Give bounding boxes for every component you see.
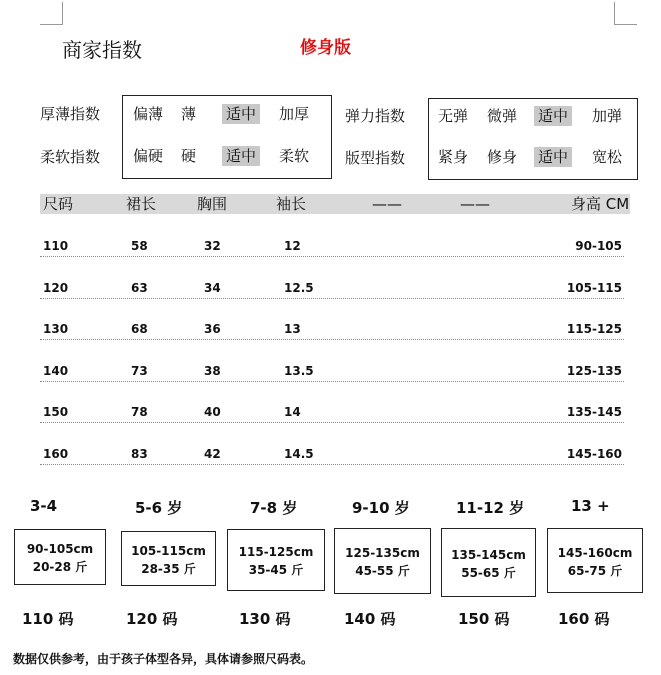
size-table-header-cell: —— (460, 195, 490, 213)
age-label: 7-8 岁 (250, 499, 298, 517)
size-table-cell: 42 (204, 446, 221, 461)
page-title: 商家指数 (62, 38, 142, 62)
size-table-cell: 120 (43, 280, 69, 295)
index-option: 加弹 (592, 107, 623, 125)
size-table-cell: 12 (284, 239, 301, 253)
index-option: 微弹 (487, 107, 518, 125)
size-table-cell: 14.5 (284, 446, 314, 461)
weight-range: 20-28 斤 (32, 560, 88, 574)
index-option: 柔软 (279, 147, 310, 165)
row-divider (40, 256, 624, 257)
height-range: 105-115cm (131, 544, 206, 558)
index-option: 修身 (487, 148, 518, 166)
size-table-cell: 160 (43, 446, 69, 461)
page-corner-mark-left (40, 2, 63, 25)
size-table-cell: 90-105 (575, 239, 622, 253)
size-code: 130 码 (239, 610, 291, 628)
size-table-cell: 12.5 (284, 280, 314, 295)
age-label: 13 + (571, 497, 610, 515)
index-option: 无弹 (438, 107, 469, 125)
height-range: 115-125cm (238, 545, 314, 559)
index-option: 加厚 (279, 105, 310, 123)
height-range: 135-145cm (451, 548, 526, 562)
size-table-cell: 105-115 (566, 280, 622, 295)
size-table-cell: 38 (204, 363, 221, 378)
age-size-box (227, 529, 325, 591)
weight-range: 28-35 斤 (141, 562, 196, 576)
fit-style-label: 修身版 (300, 38, 351, 58)
row-divider (40, 464, 624, 465)
size-table-cell: 125-135 (566, 363, 622, 378)
size-code: 160 码 (558, 610, 610, 628)
index-option-selected: 适中 (222, 104, 260, 124)
size-table-cell: 150 (43, 405, 69, 419)
size-table-cell: 58 (131, 239, 148, 253)
index-option: 硬 (181, 147, 197, 165)
size-table-header-cell: 袖长 (276, 195, 307, 213)
index-option-selected: 适中 (222, 146, 260, 166)
size-table-header-cell: 裙长 (126, 195, 157, 213)
size-table-cell: 140 (43, 363, 69, 378)
age-size-box (547, 528, 643, 593)
size-table-cell: 68 (131, 322, 148, 336)
size-table-cell: 14 (284, 405, 301, 419)
size-table-cell: 145-160 (566, 446, 622, 461)
size-table-cell: 32 (204, 239, 221, 253)
row-divider (40, 298, 624, 299)
row-divider (40, 381, 624, 382)
size-table-cell: 13.5 (284, 363, 314, 378)
index-option: 薄 (181, 105, 197, 123)
page-corner-mark-right (614, 2, 637, 25)
size-table-header-cell: 尺码 (43, 195, 74, 213)
size-table-cell: 40 (204, 405, 221, 419)
footnote: 数据仅供参考，由于孩子体型各异，具体请参照尺码表。 (13, 652, 314, 666)
size-table-cell: 135-145 (566, 405, 622, 419)
row-divider (40, 422, 624, 423)
height-range: 145-160cm (557, 546, 633, 560)
size-code: 150 码 (458, 610, 510, 628)
height-range: 125-135cm (345, 546, 420, 560)
age-size-box (14, 529, 106, 585)
size-code: 140 码 (344, 610, 396, 628)
weight-range: 45-55 斤 (355, 564, 410, 578)
size-table-cell: 73 (131, 363, 148, 378)
size-table-cell: 78 (131, 405, 148, 419)
age-label: 3-4 (30, 497, 58, 515)
index-option: 偏硬 (133, 147, 164, 165)
age-label: 11-12 岁 (456, 499, 525, 517)
index-option-selected: 适中 (534, 106, 572, 126)
thickness-index-label: 厚薄指数 (40, 105, 101, 123)
age-label: 5-6 岁 (135, 499, 183, 517)
row-divider (40, 339, 624, 340)
size-table-header-cell: 胸围 (197, 195, 228, 213)
height-range: 90-105cm (26, 542, 94, 556)
size-table-header-cell: —— (372, 195, 402, 213)
weight-range: 65-75 斤 (567, 564, 623, 578)
weight-range: 35-45 斤 (248, 563, 304, 577)
size-table-cell: 83 (131, 446, 148, 461)
size-table-cell: 34 (204, 280, 221, 295)
size-table-cell: 110 (43, 239, 69, 253)
size-table-cell: 130 (43, 322, 69, 336)
index-option: 宽松 (592, 148, 623, 166)
index-option-selected: 适中 (534, 147, 572, 167)
size-table-cell: 115-125 (566, 322, 622, 336)
age-size-box (441, 528, 536, 597)
age-size-box (121, 531, 216, 586)
softness-index-label: 柔软指数 (40, 148, 101, 166)
weight-range: 55-65 斤 (461, 566, 516, 580)
size-table-cell: 63 (131, 280, 148, 295)
fit-index-label: 版型指数 (345, 149, 406, 167)
index-option: 偏薄 (133, 105, 164, 123)
index-option: 紧身 (438, 148, 469, 166)
age-size-box (334, 528, 431, 594)
elasticity-index-label: 弹力指数 (345, 107, 406, 125)
size-table-cell: 13 (284, 322, 301, 336)
size-table-header-cell: 身高 CM (571, 195, 630, 213)
age-label: 9-10 岁 (352, 499, 410, 517)
size-code: 120 码 (126, 610, 178, 628)
size-table-cell: 36 (204, 322, 221, 336)
size-code: 110 码 (22, 610, 74, 628)
